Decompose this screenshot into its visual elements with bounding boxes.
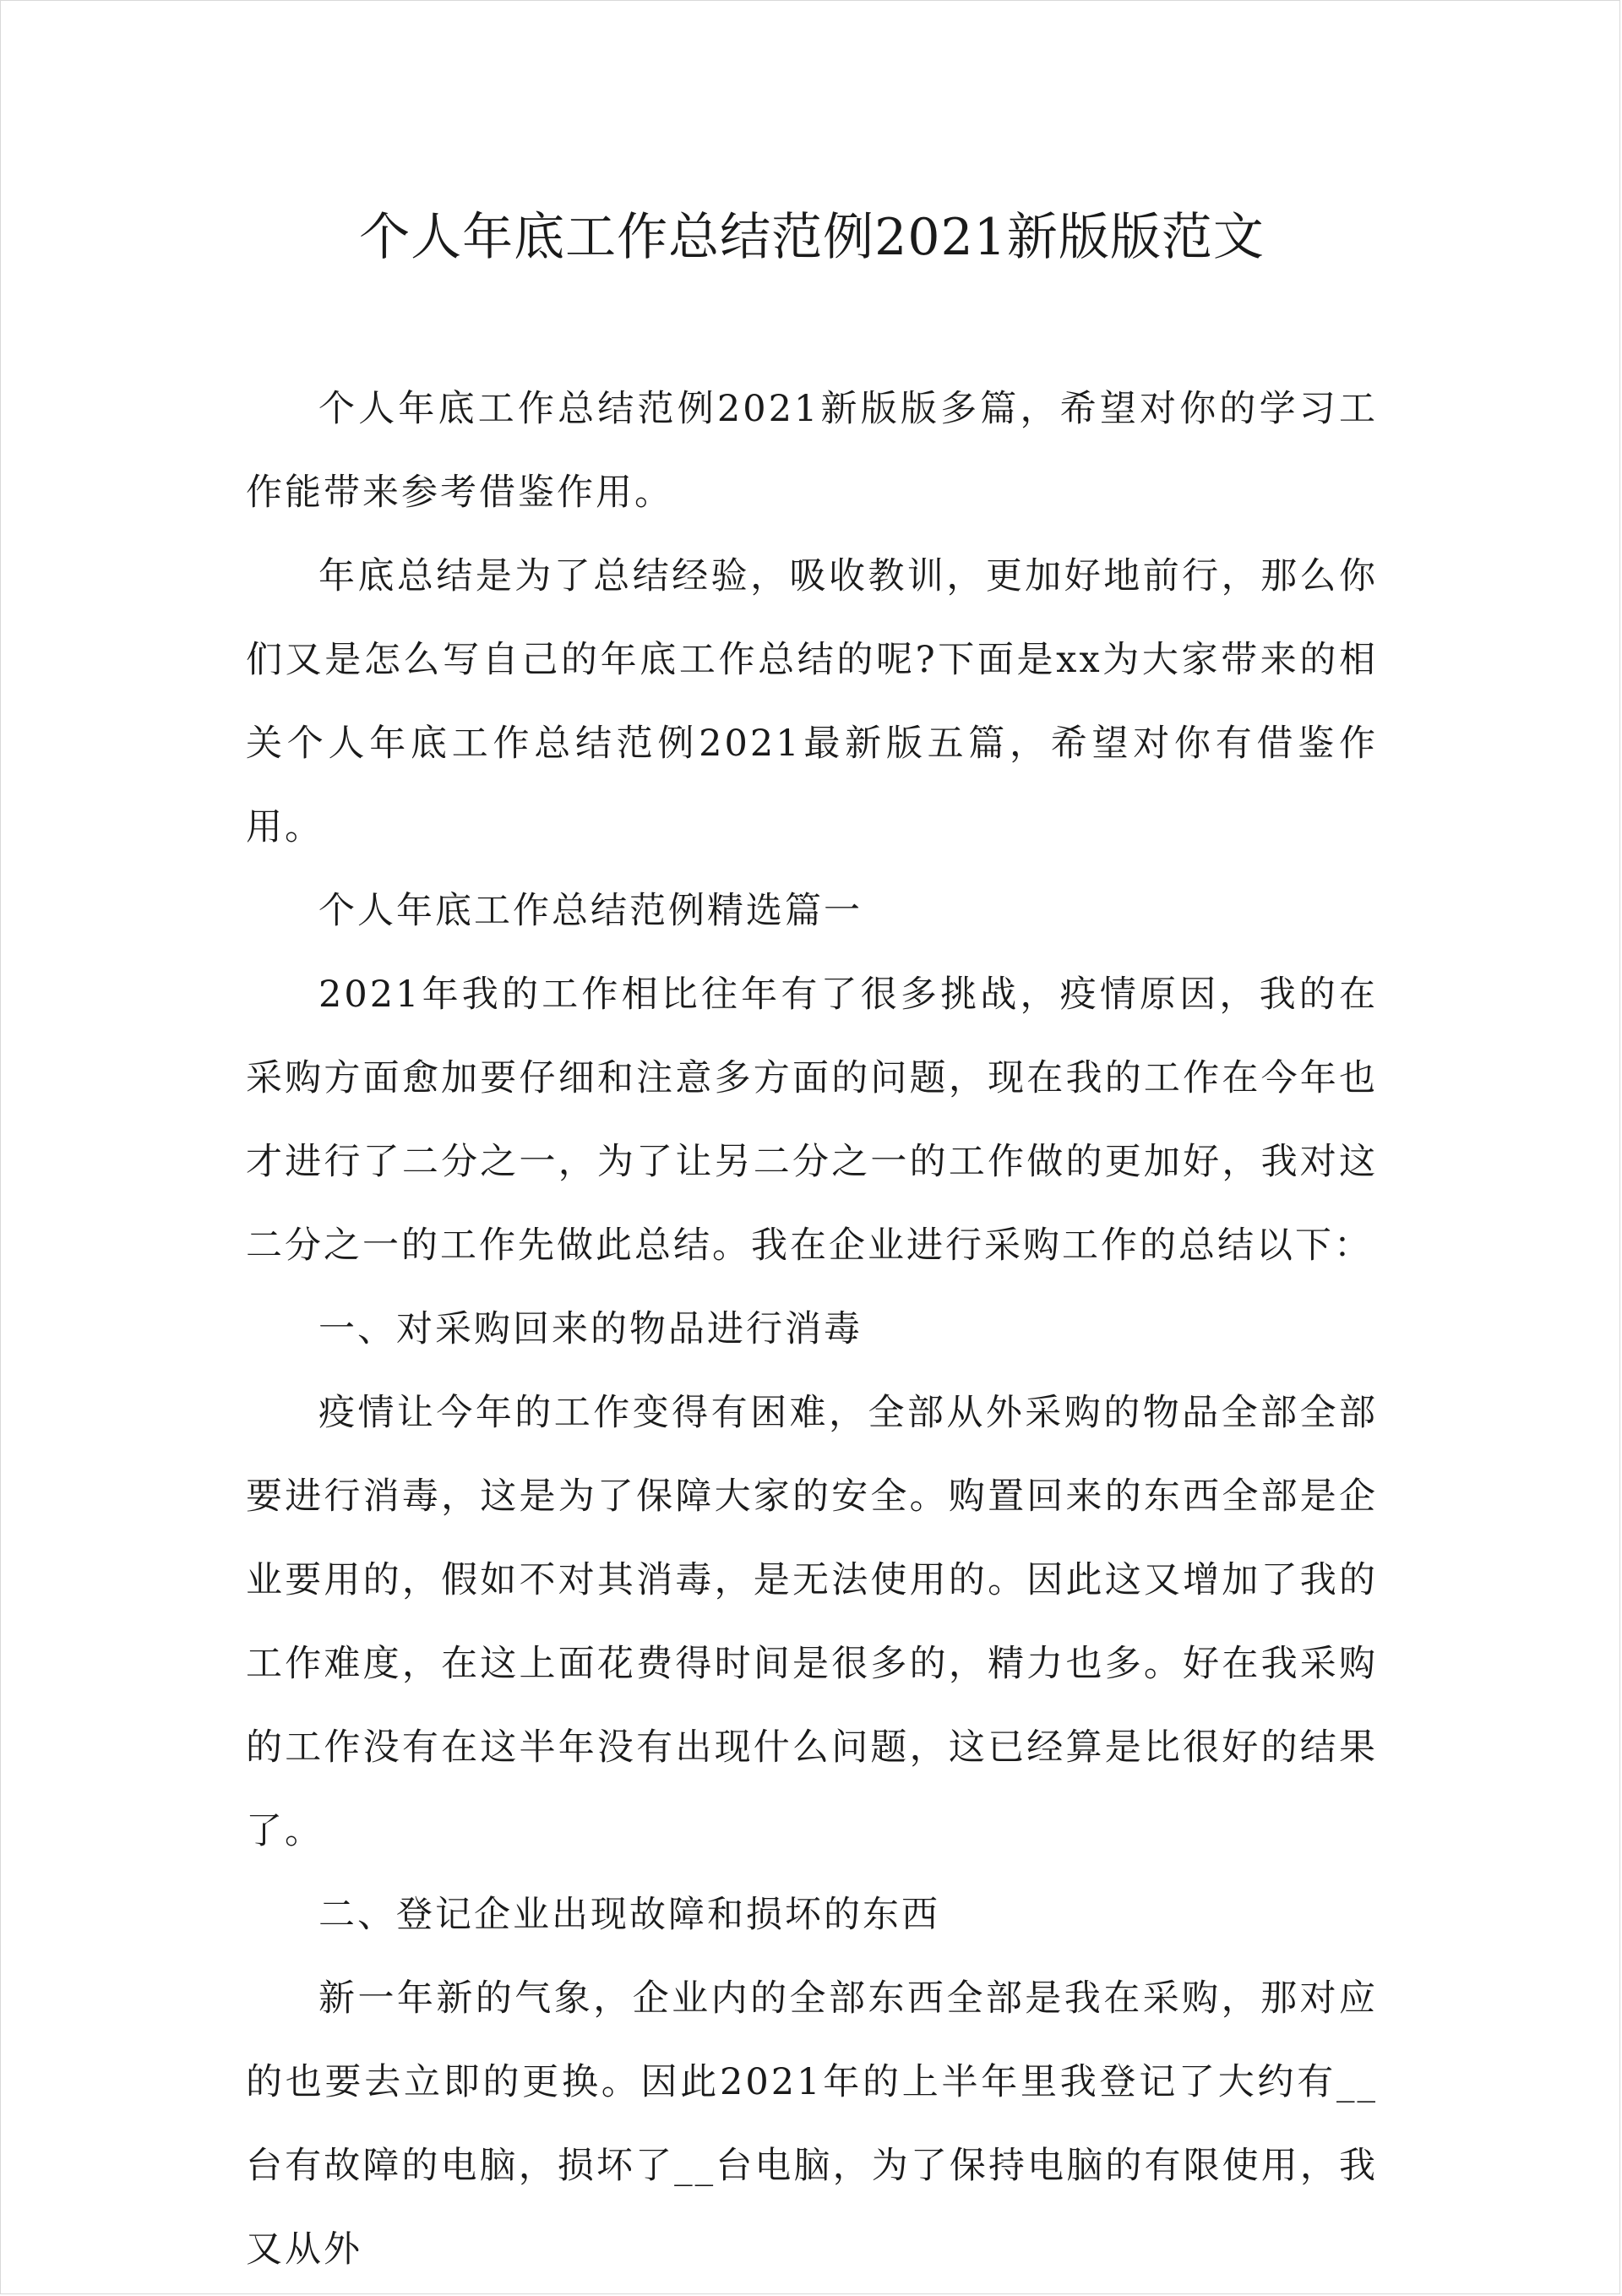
paragraph-intro: 个人年底工作总结范例2021新版版多篇，希望对你的学习工作能带来参考借鉴作用。 <box>246 388 1378 514</box>
paragraph-disinfection: 疫情让今年的工作变得有困难，全部从外采购的物品全部全部要进行消毒，这是为了保障大家的安全。购置回来的东西全部是企业要用的，假如不对其消毒，是无法使用的。因此这又增加了我的工作难度，在这上面花费得时间是很多的，精力也多。好在我采购的工作没有在这半年没有出现什么问题，这已经算是比很好的结果了。 <box>246 1392 1378 1852</box>
section-heading-part-one: 个人年底工作总结范例精选篇一 <box>318 890 863 932</box>
document-title: 个人年底工作总结范例2021新版版范文 <box>359 208 1265 267</box>
subheading-registration: 二、登记企业出现故障和损坏的东西 <box>318 1894 940 1936</box>
paragraph-summary-purpose: 年底总结是为了总结经验，吸收教训，更加好地前行，那么你们又是怎么写自己的年底工作总结的呢?下面是xx为大家带来的相关个人年底工作总结范例2021最新版五篇，希望对你有借鉴作用。 <box>246 555 1378 848</box>
subheading-disinfection: 一、对采购回来的物品进行消毒 <box>318 1308 863 1350</box>
document-body <box>246 368 1378 2292</box>
paragraph-registration: 新一年新的气象，企业内的全部东西全部是我在采购，那对应的也要去立即的更换。因此2021年的上半年里我登记了大约有__台有故障的电脑，损坏了__台电脑，为了保持电脑的有限使用，我又从外 <box>246 1977 1378 2271</box>
paragraph-year-overview: 2021年我的工作相比往年有了很多挑战，疫情原因，我的在采购方面愈加要仔细和注意多方面的问题，现在我的工作在今年也才进行了二分之一，为了让另二分之一的工作做的更加好，我对这二分之一的工作先做此总结。我在企业进行采购工作的总结以下： <box>246 973 1378 1267</box>
